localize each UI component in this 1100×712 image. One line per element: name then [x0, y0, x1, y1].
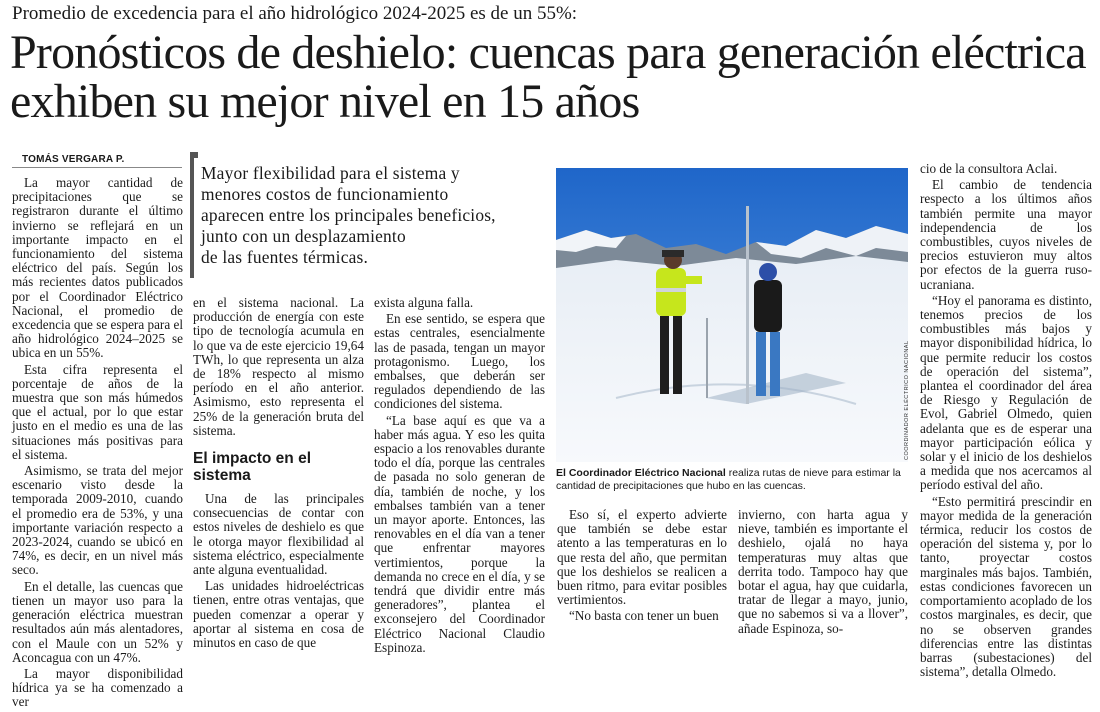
caption-lead: El Coordinador Eléctrico Nacional — [556, 467, 726, 479]
pullquote-line: menores costos de funcionamiento — [201, 184, 449, 204]
body-paragraph: “No basta con tener un buen — [569, 608, 719, 624]
article-photo — [556, 168, 908, 462]
article-headline: Pronósticos de deshielo: cuencas para generación eléctrica exhiben su mejor nivel en 15 años — [10, 26, 1086, 128]
body-paragraph: La mayor cantidad de precipitaciones que se registraron durante el último invierno se reflejará en un importante impacto en el funcionamiento del sistema eléctrico del país. Según los más recientes datos publicados por el Coordinador Eléctrico Nacional, el promedio de excedencia que se espera para el año hidrológico 2024–2025 se ubica en un 55%. — [12, 175, 183, 361]
body-paragraph: En el detalle, las cuencas que tienen un mayor uso para la generación eléctrica muestran resultados aún más alentadores, con el Maule con un 52% y Aconcagua con un 47%. — [12, 578, 183, 665]
body-column-4 — [557, 508, 727, 626]
body-paragraph: exista alguna falla. — [374, 295, 474, 310]
caption-text: realiza rutas de nieve para estimar la cantidad de precipitaciones que hubo en las cuencas. — [556, 467, 901, 492]
article-byline: TOMÁS VERGARA P. — [22, 154, 125, 165]
body-paragraph: El cambio de tendencia respecto a los últimos años también permite una mayor independencia de los combustibles, cuyos niveles de precios estuvieron muy altos por efectos de la guerra ruso-ucraniana. — [920, 177, 1092, 292]
body-paragraph: “La base aquí es que va a haber más agua. Y eso les quita espacio a los renovables durante todo el día, porque las centrales de pasada no solo generan de día, también de noche, y los embalses también van a tener un mayor aporte. Entonces, las renovables en el día van a tener que enfrentar mayores vertimientos, porque la demanda no crece en el día, y se tendrá que dividir entre más generadores”, plantea el exconsejero del Coordinador Eléctrico Nacional Claudio Espinoza. — [374, 412, 545, 655]
pullquote — [201, 163, 541, 268]
pullquote-line: junto con un desplazamiento — [201, 226, 406, 246]
snow-survey-photo — [556, 168, 908, 462]
pullquote-line: Mayor flexibilidad para el sistema y — [201, 163, 460, 183]
body-paragraph: En ese sentido, se espera que estas centrales, esencialmente las de pasada, tengan un mayor protagonismo. Luego, los embalses, que deberán ser regulados dependiendo de las condiciones del sistema. — [374, 311, 545, 412]
body-paragraph: invierno, con harta agua y nieve, también es importante el deshielo, ojalá no haya temperaturas muy altas que derrita todo. Tampoco hay que botar el agua, hay que cuidarla, tratar de llegar a mayo, junio, que no sabemos si va a llover”, añade Espinoza, so- — [738, 507, 908, 636]
body-paragraph: Asimismo, se trata del mejor escenario visto desde la temporada 2009-2010, cuando el promedio era de 53%, y una importante variación respecto a 2023-2024, cuando se ubicó en 74%, es decir, en un nivel más seco. — [12, 463, 183, 578]
photo-caption — [556, 467, 908, 493]
body-column-5 — [738, 508, 908, 638]
section-subhead: El impacto en el sistema — [193, 450, 312, 485]
body-paragraph: La mayor disponibilidad hídrica ya se ha comenzado a ver — [12, 665, 183, 710]
body-paragraph: cio de la consultora Aclai. — [920, 161, 1058, 176]
body-paragraph: Eso sí, el experto advierte que también se debe estar atento a las temperaturas en lo que resta del año, que permitan que los deshielos se realicen a buen ritmo, para evitar posibles vertimientos. — [557, 507, 727, 608]
body-paragraph: Las unidades hidroeléctricas tienen, entre otras ventajas, que pueden comenzar a operar y aportar al sistema en cosa de minutos en caso de que — [193, 578, 364, 651]
byline-divider — [12, 167, 182, 168]
photo-credit: COORDINADOR ELÉCTRICO NACIONAL — [904, 340, 910, 460]
body-paragraph: “Esto permitirá prescindir en mayor medida de la generación térmica, reducir los costos de operación del sistema y, por lo tanto, proyectar costos marginales más bajos. También, estas condiciones favorecen un comportamiento acoplado de los costos marginales, es decir, que no se observen grandes diferencias entre las distintas barras (subestaciones) del sistema”, detalla Olmedo. — [920, 493, 1092, 680]
body-paragraph: “Hoy el panorama es distinto, tenemos precios de los combustibles más bajos y mayor disponibilidad hídrica, lo que permite reducir los costos de operación del sistema”, plantea el coordinador del área de Riesgo y Regulación de Evol, Gabriel Olmedo, quien adelanta que es de esperar una mayor participación eólica y solar y el inicio de los deshielos a medida que nos acercamos al período estival del año. — [920, 292, 1092, 493]
body-column-3 — [374, 296, 545, 657]
body-column-2 — [193, 296, 364, 652]
body-paragraph: Una de las principales consecuencias de contar con estos niveles de deshielo es que le otorga mayor flexibilidad al sistema eléctrico, especialmente ante alguna eventualidad. — [193, 491, 364, 578]
body-column-1 — [12, 176, 183, 712]
body-paragraph: Esta cifra representa el porcentaje de años de la muestra que son más húmedos que el actual, por lo que estar justo en el medio es una de las situaciones más positivas para el sistema. — [12, 361, 183, 462]
pullquote-line: de las fuentes térmicas. — [201, 247, 369, 267]
pullquote-line: aparecen entre los principales beneficios, — [201, 205, 496, 225]
body-column-6 — [920, 162, 1092, 681]
body-paragraph: en el sistema nacional. La producción de energía con este tipo de tecnología acumula en lo que va de este ejercicio 19,64 TWh, lo que representa un alza de 18% respecto al mismo período en el año anterior. Asimismo, esto representa el 25% de la generación bruta del sistema. — [193, 295, 364, 438]
article-kicker: Promedio de excedencia para el año hidrológico 2024-2025 es de un 55%: — [12, 3, 578, 24]
